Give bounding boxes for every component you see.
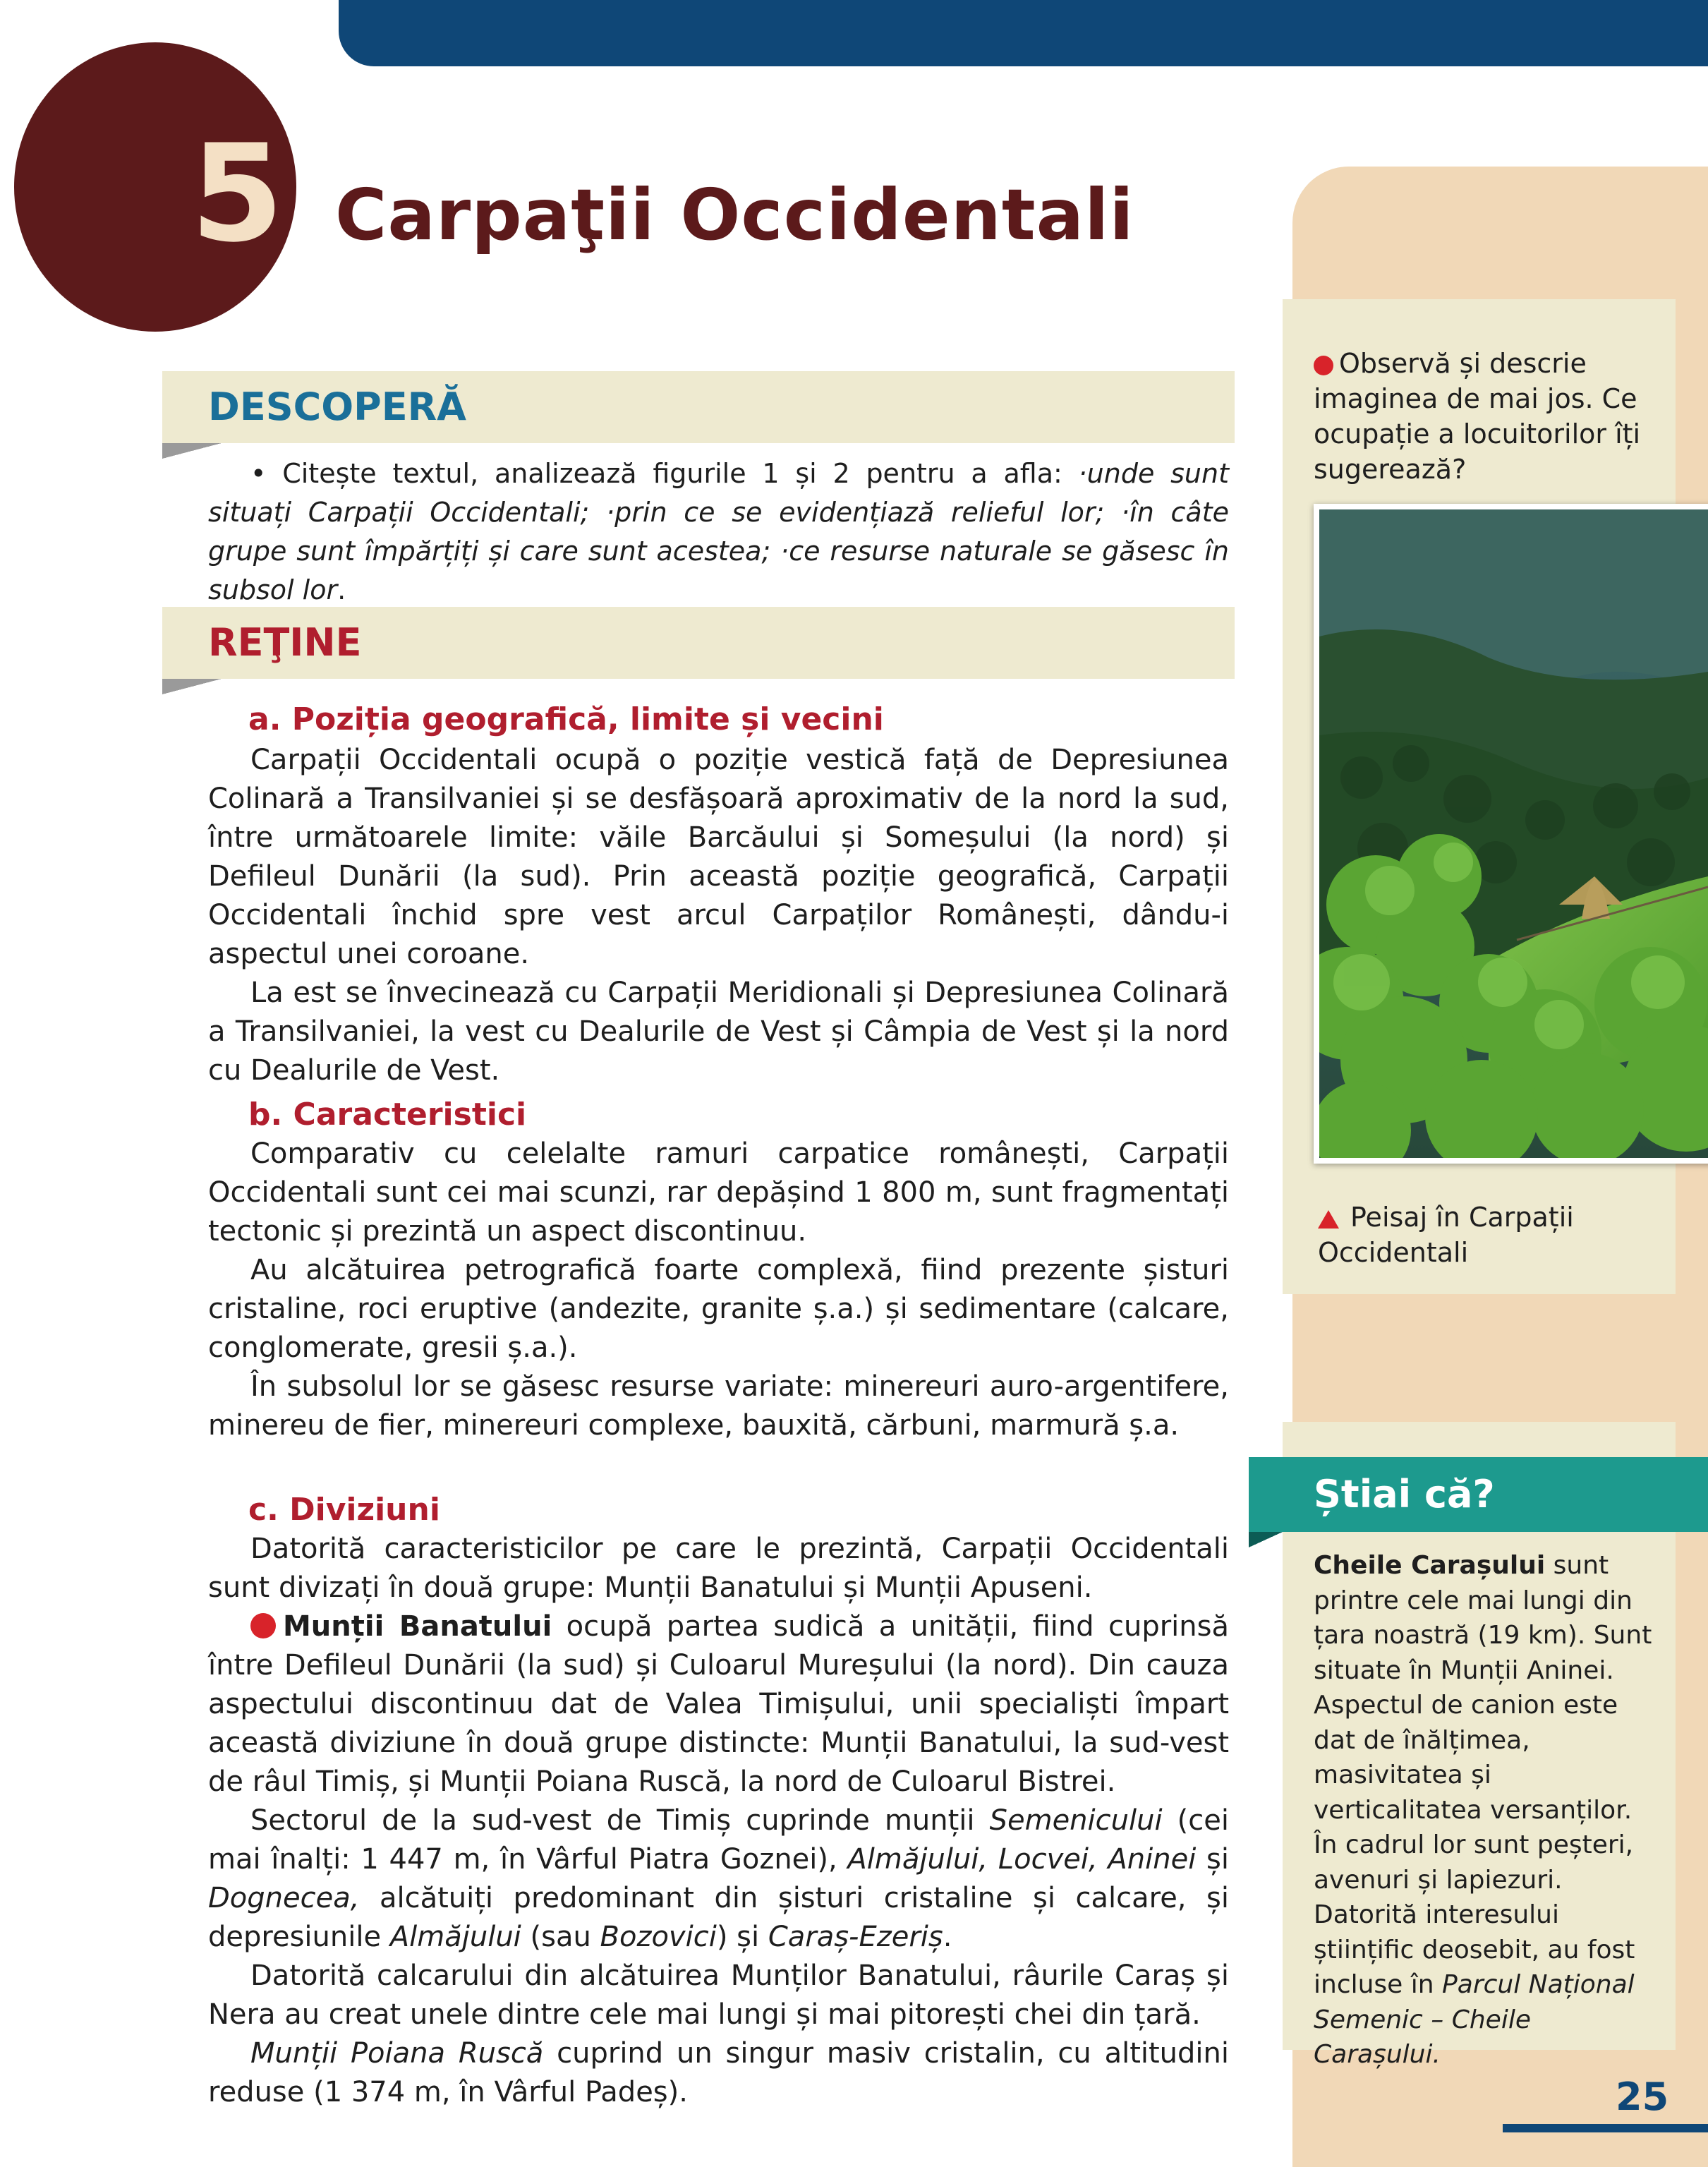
page-number: 25 xyxy=(1616,2075,1669,2119)
observe-prompt: Observă și descrie imaginea de mai jos. Ce ocupație a locuitorilor îți sugerează? xyxy=(1314,348,1641,485)
descopera-title: DESCOPERĂ xyxy=(208,385,466,429)
page-number-underline xyxy=(1503,2124,1708,2132)
landscape-photo xyxy=(1319,509,1708,1158)
retine-title: REŢINE xyxy=(208,620,362,665)
did-you-know-title: Știai că? xyxy=(1314,1472,1495,1516)
red-bullet-icon xyxy=(250,1613,276,1638)
red-bullet-icon xyxy=(1314,356,1333,375)
triangle-marker-icon xyxy=(1318,1210,1339,1229)
photo-caption: Peisaj în Carpații Occidentali xyxy=(1318,1202,1574,1268)
section-c-heading: c. Diviziuni xyxy=(248,1492,440,1528)
header-bar xyxy=(339,0,1708,66)
section-b-text: Comparativ cu celelalte ramuri carpatice românești, Carpații Occidentali sunt cei mai scunzi, rar depășind 1 800 m, sunt fragmentați tectonic și prezintă un aspect discontinuu. Au alcătuirea petrografică foarte complexă, fiind prezente șisturi cristaline, roci eruptive (andezite, granite ș.a.) și sedimentare (calcare, conglomerate, gresii ș.a.). În subsolul lor se găsesc resurse variate: minereuri auro-argentifere, minereu de fier, minereuri complexe, bauxită, cărbuni, marmură ș.a. xyxy=(208,1137,1229,1442)
did-you-know-text: Cheile Carașului sunt printre cele mai lungi din țara noastră (19 km). Sunt situate în Munții Aninei. Aspectul de canion este dat de înălțimea, masivitatea și verticalitatea versanților. În cadrul lor sunt peșteri, avenuri și lapiezuri. Datorită interesului științific deosebit, au fost incluse în Parcul Național Semenic – Cheile Carașului. xyxy=(1314,1551,1652,2069)
chapter-title: Carpaţii Occidentali xyxy=(335,174,1134,256)
chapter-number: 5 xyxy=(190,116,284,272)
retine-banner-fold xyxy=(162,679,222,694)
section-a-heading: a. Poziția geografică, limite și vecini xyxy=(248,701,884,737)
section-c-text: Datorită caracteristicilor pe care le prezintă, Carpații Occidentali sunt divizați în două grupe: Munții Banatului și Munții Apuseni. Munții Banatului ocupă partea sudică a unității, fiind cuprinsă între Defileul Dunării (la sud) și Culoarul Mureșului (la nord). Din cauza aspectului discontinuu dat de Valea Timișului, unii specialiști împart această diviziune în două grupe distincte: Munții Banatului, la sud-vest de râul Timiș, și Munții Poiana Ruscă, la nord de Culoarul Bistrei. Sectorul de la sud-vest de Timiș cuprinde munții Semenicului (cei mai înalți: 1 447 m, în Vârful Piatra Goznei), Almăjului, Locvei, Aninei și Dognecea, alcătuiți predominant din șisturi cristaline și calcare, și depresiunile Almăjului (sau Bozovici) și Caraș-Ezeriș. Datorită calcarului din alcătuirea Munților Banatului, râurile Caraș și Nera au creat unele dintre cele mai lungi și mai pitorești chei din țară. Munții Poiana Ruscă cuprind un singur masiv cristalin, cu altitudini reduse (1 374 m, în Vârful Padeș). xyxy=(208,1533,1230,2108)
landscape-photo-frame xyxy=(1314,504,1708,1164)
landscape-illustration xyxy=(1319,509,1708,1158)
descopera-text: • Citește textul, analizează figurile 1 și 2 pentru a afla: ·unde sunt situați Carpații Occidentali; ·prin ce se evidențiază relieful lor; ·în câte grupe sunt împărțiți și care sunt acestea; ·ce resurse naturale se găsesc în subsol lor. xyxy=(208,458,1229,605)
section-a-text: Carpații Occidentali ocupă o poziție vestică față de Depresiunea Colinară a Transilvaniei și se desfășoară aproximativ de la nord la sud, între următoarele limite: văile Barcăului și Someșului (la nord) și Defileul Dunării (la sud). Prin această poziție geografică, Carpații Occidentali închid spre vest arcul Carpaților Românești, dându-i aspectul unei coroane. La est se învecinează cu Carpații Meridionali și Depresiunea Colinară a Transilvaniei, la vest cu Dealurile de Vest și Câmpia de Vest și la nord cu Dealurile de Vest. xyxy=(208,744,1229,1087)
section-b-heading: b. Caracteristici xyxy=(248,1097,527,1133)
did-you-know-banner-fold xyxy=(1249,1532,1283,1547)
